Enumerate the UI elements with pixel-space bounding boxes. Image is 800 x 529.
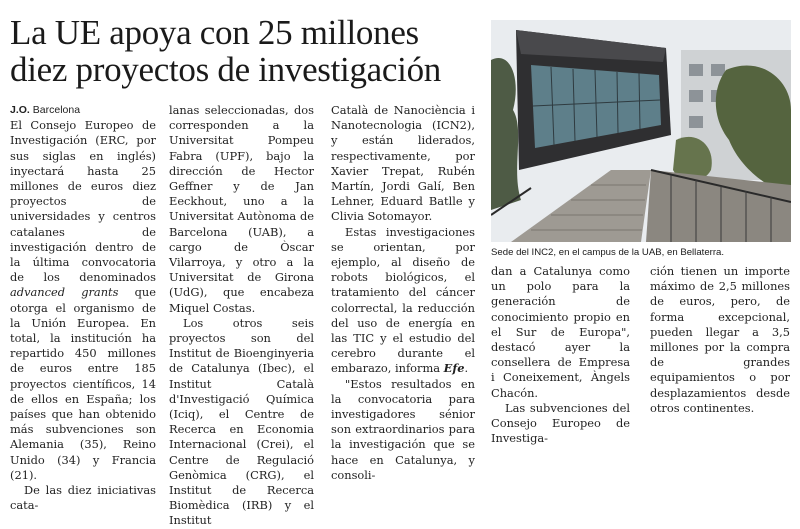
news-agency: Efe (443, 361, 465, 376)
byline-place: Barcelona (32, 104, 81, 116)
paragraph: dan a Catalunya como un polo para la generación de conocimiento propio en el Sur de Europa", destacó ayer la consellera de Empresa i Coneixement, Àngels Chacón. (491, 264, 630, 400)
paragraph: Los otros seis proyectos son del Institut de Bioenginyeria de Catalunya (Ibec), el Institut Català d'Investigació Química (Iciq), el Centre de Recerca en Economia Internacional (Crei), el Centre de Regulació Genòmica (CRG), el Institut de Recerca Biomèdica (IRB) y el Institut (169, 315, 314, 528)
headline-line-1: La UE apoya con 25 millones (10, 13, 419, 52)
headline (10, 14, 480, 88)
paragraph: De las diez iniciativas cata- (10, 483, 156, 513)
paragraph: lanas seleccionadas, dos corresponden a la Universitat Pompeu Fabra (UPF), bajo la dirección de Hector Geffner y de Jan Eeckhout, uno a la Universitat Autònoma de Barcelona (UAB), a cargo de Òscar Vilarroya, y otro a la Universitat de Girona (UdG), que encabeza Miquel Costas. (169, 103, 314, 315)
paragraph: ción tienen un importe máximo de 2,5 millones de euros, pero, de forma excepcional, pueden llegar a 3,5 millones por la compra de grandes equipamientos o por desplazamientos desde otros continentes. (650, 264, 790, 415)
column-5 (650, 264, 790, 416)
column-2 (169, 103, 314, 529)
paragraph: Català de Nanociència i Nanotecnologia (ICN2), y están liderados, respectivamente, por Xavier Trepat, Rubén Martín, Jordi Galí, Ben Lehner, Eduard Batlle y Clivia Sotomayor. (331, 103, 475, 224)
byline-author: J.O. (10, 104, 30, 116)
building-photo-illustration (491, 20, 791, 242)
paragraph: "Estos resultados en la convocatoria para investigadores sénior son extraordinarios para la investigación que se hace en Catalunya, y consoli- (331, 376, 475, 482)
column-1 (10, 103, 156, 513)
emphasis-term: advanced grants (10, 285, 119, 300)
photo-caption: Sede del INC2, en el campus de la UAB, en Bellaterra. (491, 247, 725, 258)
paragraph: El Consejo Europeo de Investigación (ERC, por sus siglas en inglés) inyectará hasta 25 millones de euros diez proyectos de universidades y centros catalanes de investigación dentro de la última convocatoria de los denominados advanced grants que otorga el organismo de la Unión Europea. En total, la institución ha repartido 450 millones de euros entre 185 proyectos científicos, 14 de ellos en España; los países que han obtenido más subvenciones son Alemania (35), Reino Unido (34) y Francia (21). (10, 118, 156, 482)
building-photo (491, 20, 791, 242)
byline (10, 103, 156, 118)
paragraph: Las subvenciones del Consejo Europeo de Investiga- (491, 400, 630, 446)
paragraph: Estas investigaciones se orientan, por ejemplo, al diseño de robots biológicos, el tratamiento del cáncer colorrectal, la reducción del uso de energía en las TIC y el estudio del cerebro durante el embarazo, informa Efe. (331, 224, 475, 376)
column-3 (331, 103, 475, 483)
column-4 (491, 264, 630, 446)
headline-line-2: diez proyectos de investigación (10, 50, 441, 89)
